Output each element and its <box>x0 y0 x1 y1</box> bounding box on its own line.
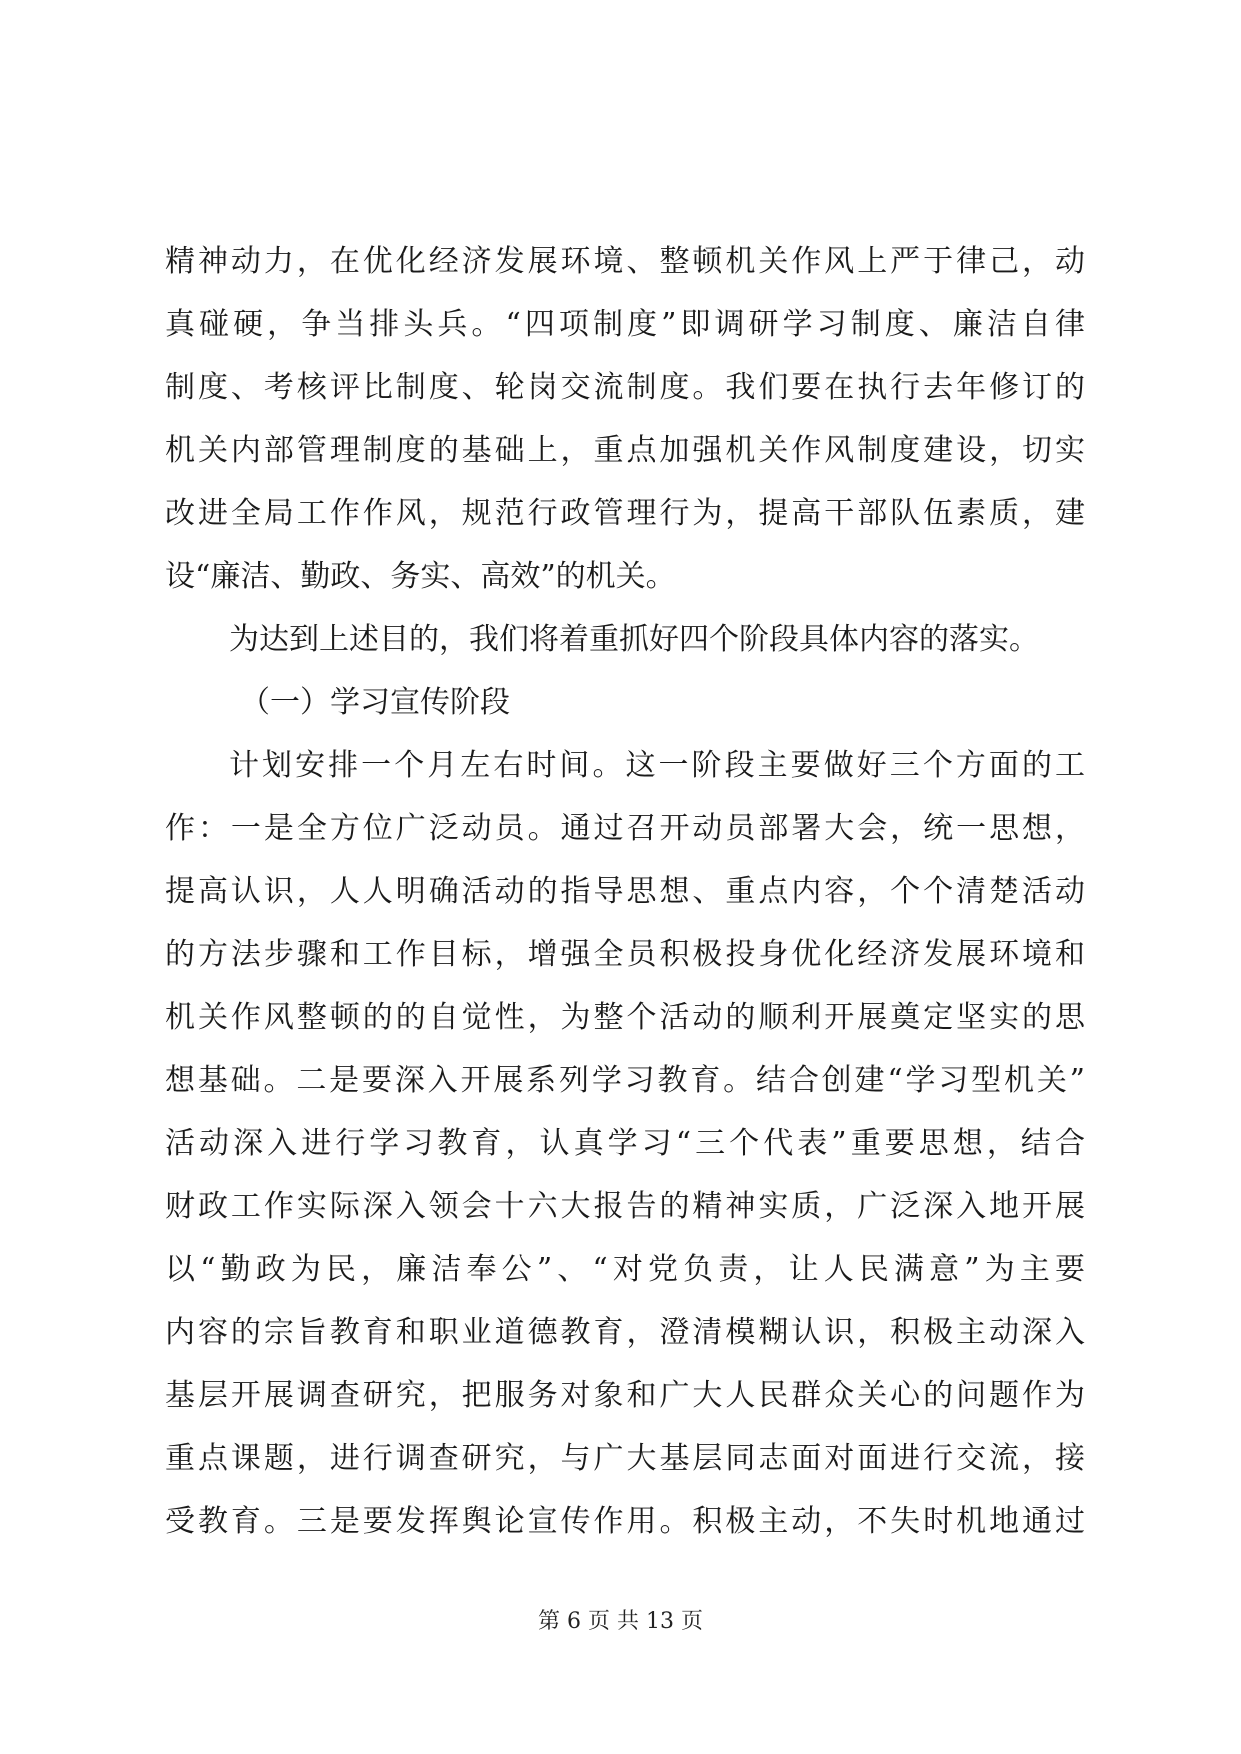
section-heading: （一）学习宣传阶段 <box>240 685 510 720</box>
text-line: 机关作风整顿的的自觉性，为整个活动的顺利开展奠定坚实的思 <box>165 1000 1085 1035</box>
text-line: 机关内部管理制度的基础上，重点加强机关作风制度建设，切实 <box>165 433 1085 468</box>
text-line: 想基础。二是要深入开展系列学习教育。结合创建“学习型机关” <box>165 1063 1085 1098</box>
text-line: 制度、考核评比制度、轮岗交流制度。我们要在执行去年修订的 <box>165 370 1085 405</box>
text-line: 财政工作实际深入领会十六大报告的精神实质，广泛深入地开展 <box>165 1189 1085 1224</box>
text-line: 精神动力，在优化经济发展环境、整顿机关作风上严于律己，动 <box>165 244 1085 279</box>
text-line: 以“勤政为民，廉洁奉公”、“对党负责，让人民满意”为主要 <box>165 1252 1085 1287</box>
text-line: 提高认识，人人明确活动的指导思想、重点内容，个个清楚活动 <box>165 874 1085 909</box>
page-number-footer: 第 6 页 共 13 页 <box>538 1609 703 1634</box>
text-line: 重点课题，进行调查研究，与广大基层同志面对面进行交流，接 <box>165 1441 1085 1476</box>
text-line: 作：一是全方位广泛动员。通过召开动员部署大会，统一思想， <box>165 811 1085 846</box>
text-line: 设“廉洁、勤政、务实、高效”的机关。 <box>165 559 676 594</box>
text-line: 内容的宗旨教育和职业道德教育，澄清模糊认识，积极主动深入 <box>165 1315 1085 1350</box>
paragraph-start-line: 为达到上述目的，我们将着重抓好四个阶段具体内容的落实。 <box>229 622 1039 657</box>
text-line: 活动深入进行学习教育，认真学习“三个代表”重要思想，结合 <box>165 1126 1085 1161</box>
text-line: 的方法步骤和工作目标，增强全员积极投身优化经济发展环境和 <box>165 937 1085 972</box>
paragraph-start-line: 计划安排一个月左右时间。这一阶段主要做好三个方面的工 <box>229 748 1085 783</box>
body-text <box>165 230 1085 1553</box>
text-line: 基层开展调查研究，把服务对象和广大人民群众关心的问题作为 <box>165 1378 1085 1413</box>
text-line: 改进全局工作作风，规范行政管理行为，提高干部队伍素质，建 <box>165 496 1085 531</box>
text-line: 受教育。三是要发挥舆论宣传作用。积极主动，不失时机地通过 <box>165 1504 1085 1539</box>
text-line: 真碰硬，争当排头兵。“四项制度”即调研学习制度、廉洁自律 <box>165 307 1085 342</box>
